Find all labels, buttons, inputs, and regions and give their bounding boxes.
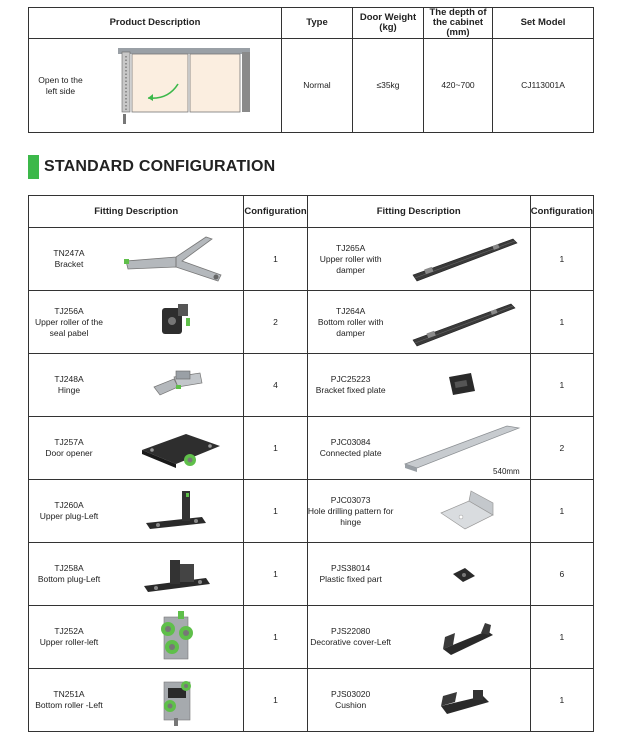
config-qty: 6 (530, 543, 593, 606)
part-image (394, 354, 531, 417)
table-row (29, 354, 594, 417)
fitting-name (307, 606, 394, 669)
table-row (29, 669, 594, 732)
bracket-icon (116, 231, 236, 287)
hinge-icon (116, 357, 236, 413)
upper-roller-seal-icon (116, 294, 236, 350)
header-fitting-right: Fitting Description (307, 196, 530, 228)
rail-damper-icon (397, 294, 527, 350)
table-row (29, 480, 594, 543)
part-name: Upper plug-Left (39, 511, 99, 521)
part-name: Connected plate (319, 448, 382, 458)
fitting-name (29, 354, 110, 417)
part-image (394, 543, 531, 606)
fixed-plate-icon (397, 357, 527, 413)
fitting-name (307, 543, 394, 606)
config-qty: 1 (530, 291, 593, 354)
header-door-weight: Door Weight (kg) (353, 8, 424, 39)
part-name: Bottom roller -Left (35, 700, 103, 710)
part-code: TJ260A (54, 500, 84, 510)
part-image (394, 669, 531, 732)
part-code: PJC25223 (330, 374, 371, 384)
part-name: Bottom plug-Left (37, 574, 101, 584)
config-qty: 2 (530, 417, 593, 480)
fitting-name (29, 417, 110, 480)
part-image (109, 354, 244, 417)
part-image (109, 669, 244, 732)
part-image (394, 228, 531, 291)
part-name: Bracket fixed plate (315, 385, 386, 395)
part-code: TN251A (53, 689, 85, 699)
configuration-table (28, 195, 594, 732)
header-type: Type (282, 8, 353, 39)
part-image (109, 543, 244, 606)
config-qty: 2 (244, 291, 307, 354)
part-name: Plastic fixed part (319, 574, 382, 584)
section-title: STANDARD CONFIGURATION (44, 158, 276, 175)
part-code: TJ265A (336, 242, 366, 253)
header-product-description: Product Description (29, 8, 282, 39)
config-qty: 1 (244, 480, 307, 543)
part-image (109, 606, 244, 669)
part-image (109, 291, 244, 354)
plastic-part-icon (397, 546, 527, 602)
table-row (29, 417, 594, 480)
model-value: CJ113001A (493, 39, 594, 133)
part-code: TJ252A (54, 626, 84, 636)
bottom-plug-icon (116, 546, 236, 602)
config-qty: 1 (244, 606, 307, 669)
config-qty: 1 (530, 606, 593, 669)
header-set-model: Set Model (493, 8, 594, 39)
part-code: TJ264A (336, 305, 366, 316)
table-row (29, 543, 594, 606)
part-code: PJS38014 (331, 563, 371, 573)
cabinet-door-diagram (112, 44, 262, 128)
part-code: TJ248A (54, 374, 84, 384)
fitting-name (307, 417, 394, 480)
part-code: PJC03073 (330, 494, 371, 505)
part-name: Upper roller of the seal pabel (34, 316, 104, 338)
depth-value: 420~700 (424, 39, 493, 133)
part-code: PJS22080 (331, 626, 371, 636)
header-fitting-left: Fitting Description (29, 196, 244, 228)
drilling-pattern-icon (397, 483, 527, 539)
part-image (109, 228, 244, 291)
part-name: Decorative cover-Left (310, 637, 392, 647)
fitting-name (29, 291, 110, 354)
fitting-name (29, 480, 110, 543)
config-qty: 1 (530, 354, 593, 417)
bottom-roller-icon (116, 672, 236, 728)
table-row (29, 228, 594, 291)
section-heading (28, 155, 275, 179)
header-config-left: Configuration (244, 196, 307, 228)
part-image (394, 417, 531, 480)
decorative-cover-icon (397, 609, 527, 665)
part-code: TJ258A (54, 563, 84, 573)
part-name: Bracket (54, 259, 84, 269)
part-name: Hole drilling pattern for hinge (307, 505, 394, 527)
part-code: TN247A (53, 248, 85, 258)
header-config-right: Configuration (530, 196, 593, 228)
fitting-name (307, 354, 394, 417)
part-name: Cushion (335, 700, 367, 710)
part-image (394, 480, 531, 543)
part-image (394, 291, 531, 354)
part-code: TJ257A (54, 437, 84, 447)
header-cabinet-depth: The depth of the cabinet (mm) (424, 8, 493, 39)
product-table (28, 7, 594, 133)
fitting-name (29, 228, 110, 291)
config-qty: 1 (244, 417, 307, 480)
part-name: Upper roller with damper (319, 253, 382, 275)
part-code: TJ256A (54, 305, 84, 316)
open-direction: Open to the left side (29, 39, 93, 133)
part-code: PJS03020 (331, 689, 371, 699)
fitting-name (29, 606, 110, 669)
length-note: 540mm (493, 467, 520, 476)
config-qty: 1 (530, 480, 593, 543)
part-code: PJC03084 (330, 437, 371, 447)
table-row (29, 291, 594, 354)
part-name: Door opener (45, 448, 93, 458)
fitting-name (29, 669, 110, 732)
accent-bar (28, 155, 39, 179)
part-image (109, 480, 244, 543)
part-name: Upper roller-left (39, 637, 99, 647)
fitting-name (29, 543, 110, 606)
weight-value: ≤35kg (353, 39, 424, 133)
config-qty: 1 (530, 228, 593, 291)
config-qty: 1 (244, 228, 307, 291)
fitting-name (307, 669, 394, 732)
config-qty: 1 (244, 669, 307, 732)
door-opener-icon (116, 420, 236, 476)
cushion-icon (397, 672, 527, 728)
part-name: Hinge (57, 385, 81, 395)
rail-damper-icon (397, 231, 527, 287)
upper-plug-icon (116, 483, 236, 539)
fitting-name (307, 291, 394, 354)
fitting-name (307, 480, 394, 543)
config-qty: 4 (244, 354, 307, 417)
fitting-name (307, 228, 394, 291)
part-name: Bottom roller with damper (317, 316, 384, 338)
config-qty: 1 (530, 669, 593, 732)
table-row (29, 606, 594, 669)
config-qty: 1 (244, 543, 307, 606)
part-image (109, 417, 244, 480)
part-image (394, 606, 531, 669)
cabinet-diagram (92, 39, 282, 133)
type-value: Normal (282, 39, 353, 133)
upper-roller-icon (116, 609, 236, 665)
